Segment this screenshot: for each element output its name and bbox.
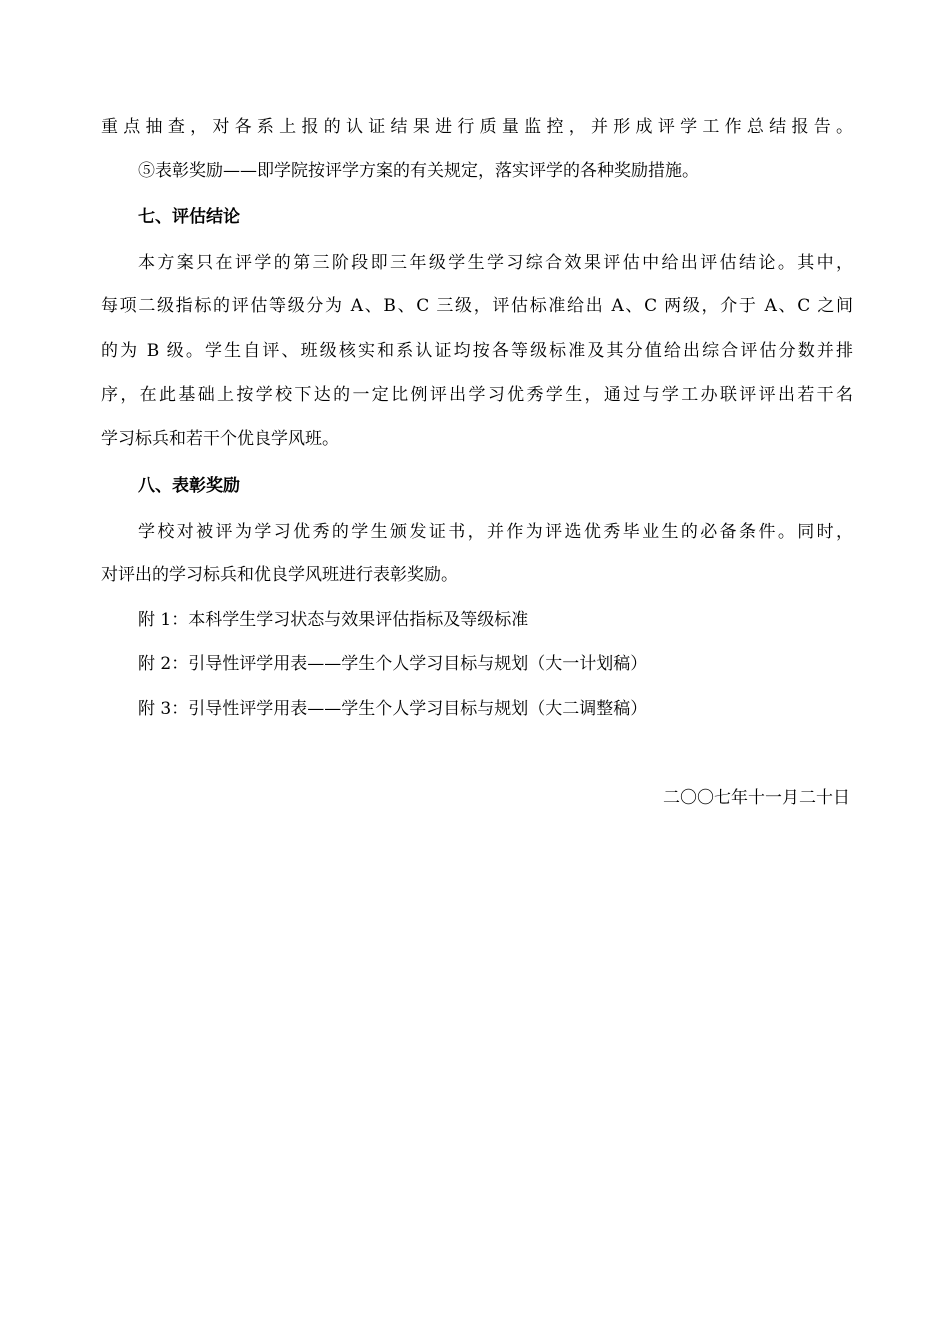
paragraph-conclusion-line: 序，在此基础上按学校下达的一定比例评出学习优秀学生，通过与学工办联评评出若干名 (101, 385, 853, 405)
paragraph-conclusion-line: 本方案只在评学的第三阶段即三年级学生学习综合效果评估中给出评估结论。其中， (138, 253, 853, 273)
paragraph-quality-check: 重点抽查，对各系上报的认证结果进行质量监控，并形成评学工作总结报告。 (101, 117, 853, 137)
attachment-item-2: 附 2：引导性评学用表——学生个人学习目标与规划（大一计划稿） (138, 654, 648, 674)
document-date: 二〇〇七年十一月二十日 (663, 788, 850, 808)
paragraph-awards-line: 学校对被评为学习优秀的学生颁发证书，并作为评选优秀毕业生的必备条件。同时， (138, 522, 853, 542)
attachment-item-3: 附 3：引导性评学用表——学生个人学习目标与规划（大二调整稿） (138, 699, 648, 719)
section-heading-awards: 八、表彰奖励 (138, 476, 240, 496)
paragraph-award-step: ⑤表彰奖励——即学院按评学方案的有关规定，落实评学的各种奖励措施。 (138, 161, 699, 181)
paragraph-conclusion-line: 每项二级指标的评估等级分为 A、B、C 三级，评估标准给出 A、C 两级，介于 A、C 之间 (101, 296, 853, 316)
paragraph-conclusion-line: 的为 B 级。学生自评、班级核实和系认证均按各等级标准及其分值给出综合评估分数并排 (101, 341, 853, 361)
paragraph-conclusion-line: 学习标兵和若干个优良学风班。 (101, 429, 339, 449)
paragraph-awards-line: 对评出的学习标兵和优良学风班进行表彰奖励。 (101, 565, 458, 585)
attachment-item-1: 附 1：本科学生学习状态与效果评估指标及等级标准 (138, 610, 529, 630)
section-heading-conclusion: 七、评估结论 (138, 207, 240, 227)
